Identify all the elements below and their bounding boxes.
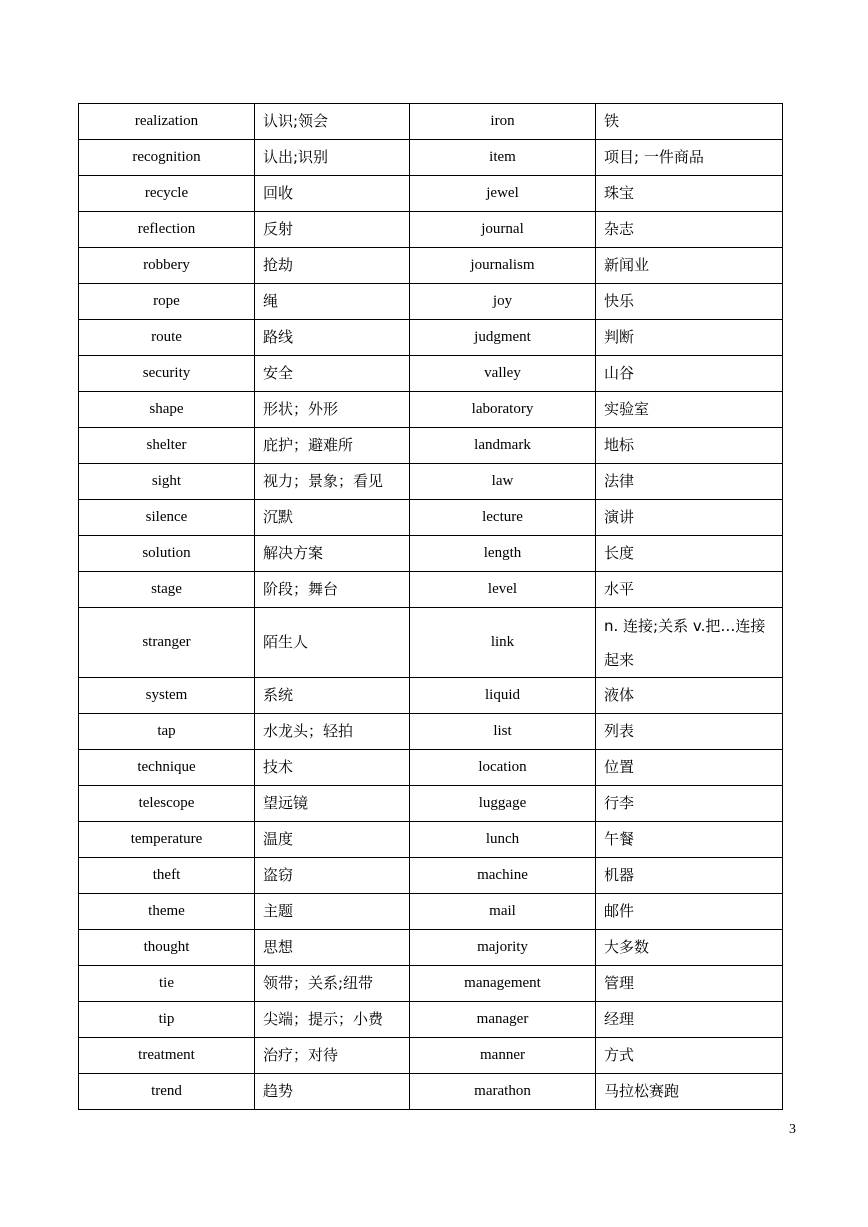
- word-cell: law: [410, 464, 596, 500]
- meaning-cell: 沉默: [255, 500, 410, 536]
- meaning-cell: 思想: [255, 930, 410, 966]
- meaning-cell: 形状；外形: [255, 392, 410, 428]
- meaning-cell: 山谷: [596, 356, 783, 392]
- meaning-cell: 治疗；对待: [255, 1038, 410, 1074]
- table-row: [79, 966, 783, 1002]
- meaning-cell: 法律: [596, 464, 783, 500]
- word-cell: manner: [410, 1038, 596, 1074]
- table-row: [79, 930, 783, 966]
- word-cell: tip: [79, 1002, 255, 1038]
- meaning-cell: 水龙头；轻拍: [255, 714, 410, 750]
- table-row: [79, 536, 783, 572]
- meaning-cell: 杂志: [596, 212, 783, 248]
- word-cell: solution: [79, 536, 255, 572]
- meaning-cell: 反射: [255, 212, 410, 248]
- meaning-cell: 大多数: [596, 930, 783, 966]
- meaning-cell: 陌生人: [255, 608, 410, 678]
- meaning-cell: 抢劫: [255, 248, 410, 284]
- meaning-cell: 尖端；提示；小费: [255, 1002, 410, 1038]
- word-cell: sight: [79, 464, 255, 500]
- word-cell: recognition: [79, 140, 255, 176]
- word-cell: marathon: [410, 1074, 596, 1110]
- word-cell: recycle: [79, 176, 255, 212]
- table-row: [79, 140, 783, 176]
- vocabulary-table-body: [79, 104, 783, 1110]
- word-cell: stranger: [79, 608, 255, 678]
- meaning-cell: 趋势: [255, 1074, 410, 1110]
- meaning-cell: 实验室: [596, 392, 783, 428]
- word-cell: judgment: [410, 320, 596, 356]
- word-cell: temperature: [79, 822, 255, 858]
- word-cell: joy: [410, 284, 596, 320]
- table-row: [79, 392, 783, 428]
- word-cell: list: [410, 714, 596, 750]
- word-cell: jewel: [410, 176, 596, 212]
- table-row: [79, 104, 783, 140]
- word-cell: mail: [410, 894, 596, 930]
- table-row: [79, 750, 783, 786]
- table-row: [79, 500, 783, 536]
- word-cell: stage: [79, 572, 255, 608]
- word-cell: item: [410, 140, 596, 176]
- word-cell: system: [79, 678, 255, 714]
- table-row: [79, 284, 783, 320]
- word-cell: rope: [79, 284, 255, 320]
- meaning-cell: 望远镜: [255, 786, 410, 822]
- meaning-cell: 技术: [255, 750, 410, 786]
- table-row: [79, 572, 783, 608]
- meaning-cell: 列表: [596, 714, 783, 750]
- meaning-cell: 行李: [596, 786, 783, 822]
- meaning-cell: 机器: [596, 858, 783, 894]
- word-cell: theme: [79, 894, 255, 930]
- word-cell: machine: [410, 858, 596, 894]
- word-cell: landmark: [410, 428, 596, 464]
- word-cell: robbery: [79, 248, 255, 284]
- meaning-cell: 安全: [255, 356, 410, 392]
- table-row: [79, 714, 783, 750]
- table-row: [79, 1038, 783, 1074]
- meaning-cell: 马拉松赛跑: [596, 1074, 783, 1110]
- word-cell: theft: [79, 858, 255, 894]
- meaning-cell: 主题: [255, 894, 410, 930]
- table-row: [79, 1074, 783, 1110]
- meaning-cell: 领带；关系;纽带: [255, 966, 410, 1002]
- word-cell: management: [410, 966, 596, 1002]
- meaning-cell: 新闻业: [596, 248, 783, 284]
- word-cell: journal: [410, 212, 596, 248]
- table-row: [79, 464, 783, 500]
- word-cell: length: [410, 536, 596, 572]
- word-cell: reflection: [79, 212, 255, 248]
- word-cell: link: [410, 608, 596, 678]
- table-row: [79, 212, 783, 248]
- meaning-cell: 经理: [596, 1002, 783, 1038]
- meaning-cell: 回收: [255, 176, 410, 212]
- meaning-cell: 绳: [255, 284, 410, 320]
- meaning-cell: 水平: [596, 572, 783, 608]
- table-row: [79, 678, 783, 714]
- word-cell: liquid: [410, 678, 596, 714]
- word-cell: thought: [79, 930, 255, 966]
- word-cell: realization: [79, 104, 255, 140]
- word-cell: location: [410, 750, 596, 786]
- word-cell: tie: [79, 966, 255, 1002]
- meaning-cell: 认识;领会: [255, 104, 410, 140]
- word-cell: tap: [79, 714, 255, 750]
- meaning-cell: 判断: [596, 320, 783, 356]
- page-number: 3: [789, 1122, 796, 1137]
- word-cell: silence: [79, 500, 255, 536]
- table-row: [79, 320, 783, 356]
- meaning-cell: 方式: [596, 1038, 783, 1074]
- table-row: [79, 822, 783, 858]
- table-row: [79, 356, 783, 392]
- word-cell: luggage: [410, 786, 596, 822]
- word-cell: valley: [410, 356, 596, 392]
- word-cell: majority: [410, 930, 596, 966]
- word-cell: technique: [79, 750, 255, 786]
- word-cell: security: [79, 356, 255, 392]
- meaning-cell: 铁: [596, 104, 783, 140]
- meaning-cell: 认出;识别: [255, 140, 410, 176]
- meaning-cell: 午餐: [596, 822, 783, 858]
- meaning-cell: 长度: [596, 536, 783, 572]
- word-cell: trend: [79, 1074, 255, 1110]
- table-row: [79, 176, 783, 212]
- table-row: [79, 786, 783, 822]
- word-cell: telescope: [79, 786, 255, 822]
- word-cell: manager: [410, 1002, 596, 1038]
- meaning-cell: 项目; 一件商品: [596, 140, 783, 176]
- table-row: [79, 858, 783, 894]
- table-row: [79, 1002, 783, 1038]
- meaning-cell: 解决方案: [255, 536, 410, 572]
- word-cell: level: [410, 572, 596, 608]
- meaning-cell: 液体: [596, 678, 783, 714]
- vocabulary-table: [78, 103, 783, 1110]
- word-cell: treatment: [79, 1038, 255, 1074]
- meaning-cell: 位置: [596, 750, 783, 786]
- meaning-cell: 珠宝: [596, 176, 783, 212]
- table-row: [79, 894, 783, 930]
- meaning-cell: 温度: [255, 822, 410, 858]
- meaning-cell: 路线: [255, 320, 410, 356]
- word-cell: journalism: [410, 248, 596, 284]
- word-cell: shelter: [79, 428, 255, 464]
- table-row: [79, 608, 783, 678]
- meaning-cell: 快乐: [596, 284, 783, 320]
- meaning-cell: 系统: [255, 678, 410, 714]
- word-cell: laboratory: [410, 392, 596, 428]
- table-row: [79, 428, 783, 464]
- meaning-cell: n. 连接;关系 v.把…连接起来: [596, 608, 783, 678]
- word-cell: lecture: [410, 500, 596, 536]
- meaning-cell: 邮件: [596, 894, 783, 930]
- meaning-cell: 管理: [596, 966, 783, 1002]
- meaning-cell: 盗窃: [255, 858, 410, 894]
- word-cell: iron: [410, 104, 596, 140]
- word-cell: shape: [79, 392, 255, 428]
- meaning-cell: 地标: [596, 428, 783, 464]
- meaning-cell: 演讲: [596, 500, 783, 536]
- meaning-cell: 庇护；避难所: [255, 428, 410, 464]
- meaning-cell: 阶段；舞台: [255, 572, 410, 608]
- table-row: [79, 248, 783, 284]
- word-cell: lunch: [410, 822, 596, 858]
- word-cell: route: [79, 320, 255, 356]
- meaning-cell: 视力；景象；看见: [255, 464, 410, 500]
